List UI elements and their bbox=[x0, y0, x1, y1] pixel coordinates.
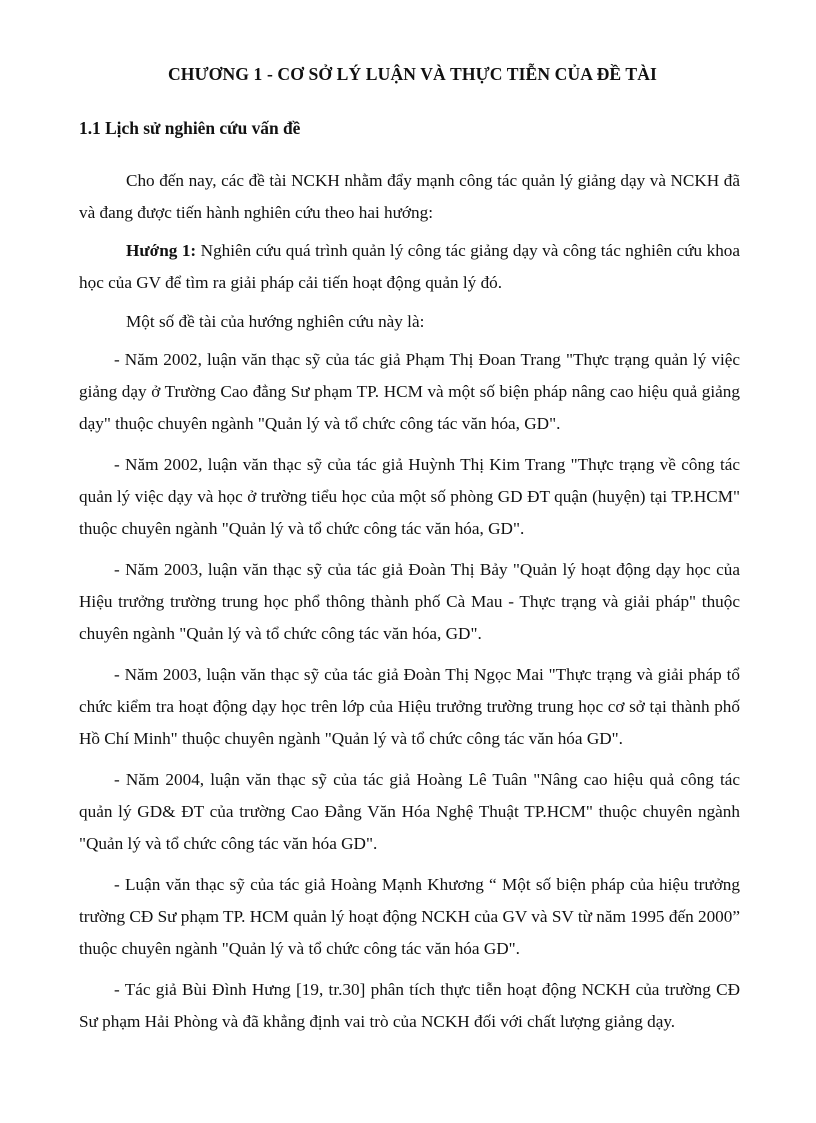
list-item bbox=[79, 344, 740, 440]
list-item bbox=[79, 764, 740, 860]
list-item-text: - Luận văn thạc sỹ của tác giả Hoàng Mạnh Khương “ Một số biện pháp của hiệu trưởng trường CĐ Sư phạm TP. HCM quản lý hoạt động NCKH của GV và SV từ năm 1995 đến 2000” thuộc chuyên ngành "Quản lý và tổ chức công tác văn hóa GD". bbox=[79, 875, 740, 958]
direction-1-paragraph bbox=[79, 235, 740, 299]
list-item bbox=[79, 974, 740, 1038]
list-item-text: - Năm 2003, luận văn thạc sỹ của tác giả Đoàn Thị Ngọc Mai "Thực trạng và giải pháp tổ chức kiểm tra hoạt động dạy học trên lớp của Hiệu trưởng trường trung học cơ sở tại thành phố Hồ Chí Minh" thuộc chuyên ngành "Quản lý và tổ chức công tác văn hóa GD". bbox=[79, 665, 740, 748]
chapter-title: CHƯƠNG 1 - CƠ SỞ LÝ LUẬN VÀ THỰC TIỄN CỦA ĐỀ TÀI bbox=[167, 64, 658, 84]
list-item bbox=[79, 869, 740, 965]
list-item bbox=[79, 449, 740, 545]
list-item bbox=[79, 554, 740, 650]
list-item-text: - Năm 2002, luận văn thạc sỹ của tác giả Phạm Thị Đoan Trang "Thực trạng quản lý việc giảng dạy ở Trường Cao đẳng Sư phạm TP. HCM và một số biện pháp nâng cao hiệu quả giảng dạy" thuộc chuyên ngành "Quản lý và tổ chức công tác văn hóa, GD". bbox=[79, 350, 740, 433]
list-item-text: - Năm 2003, luận văn thạc sỹ của tác giả Đoàn Thị Bảy "Quản lý hoạt động dạy học của Hiệu trưởng trường trung học phổ thông thành phố Cà Mau - Thực trạng và giải pháp" thuộc chuyên ngành "Quản lý và tổ chức công tác văn hóa, GD". bbox=[79, 560, 740, 643]
list-item-text: - Năm 2002, luận văn thạc sỹ của tác giả Huỳnh Thị Kim Trang "Thực trạng về công tác quản lý việc dạy và học ở trường tiểu học của một số phòng GD ĐT quận (huyện) tại TP.HCM" thuộc chuyên ngành "Quản lý và tổ chức công tác văn hóa, GD". bbox=[79, 455, 740, 538]
list-item-text: - Năm 2004, luận văn thạc sỹ của tác giả Hoàng Lê Tuân "Nâng cao hiệu quả công tác quản lý GD& ĐT của trường Cao Đẳng Văn Hóa Nghệ Thuật TP.HCM" thuộc chuyên ngành "Quản lý và tổ chức công tác văn hóa GD". bbox=[79, 770, 740, 853]
intro-paragraph: Cho đến nay, các đề tài NCKH nhằm đẩy mạnh công tác quản lý giảng dạy và NCKH đã và đang được tiến hành nghiên cứu theo hai hướng: bbox=[79, 171, 740, 222]
list-item-text: - Tác giả Bùi Đình Hưng [19, tr.30] phân tích thực tiễn hoạt động NCKH của trường CĐ Sư phạm Hải Phòng và đã khẳng định vai trò của NCKH đối với chất lượng giảng dạy. bbox=[79, 980, 740, 1031]
direction-1-text: Nghiên cứu quá trình quản lý công tác giảng dạy và công tác nghiên cứu khoa học của GV để tìm ra giải pháp cải tiến hoạt động quản lý đó. bbox=[79, 241, 741, 292]
section-heading: 1.1 Lịch sử nghiên cứu vấn đề bbox=[79, 118, 301, 138]
direction-1-label: Hướng 1: bbox=[126, 241, 197, 260]
list-intro: Một số đề tài của hướng nghiên cứu này là: bbox=[126, 312, 425, 331]
list-item bbox=[79, 659, 740, 755]
